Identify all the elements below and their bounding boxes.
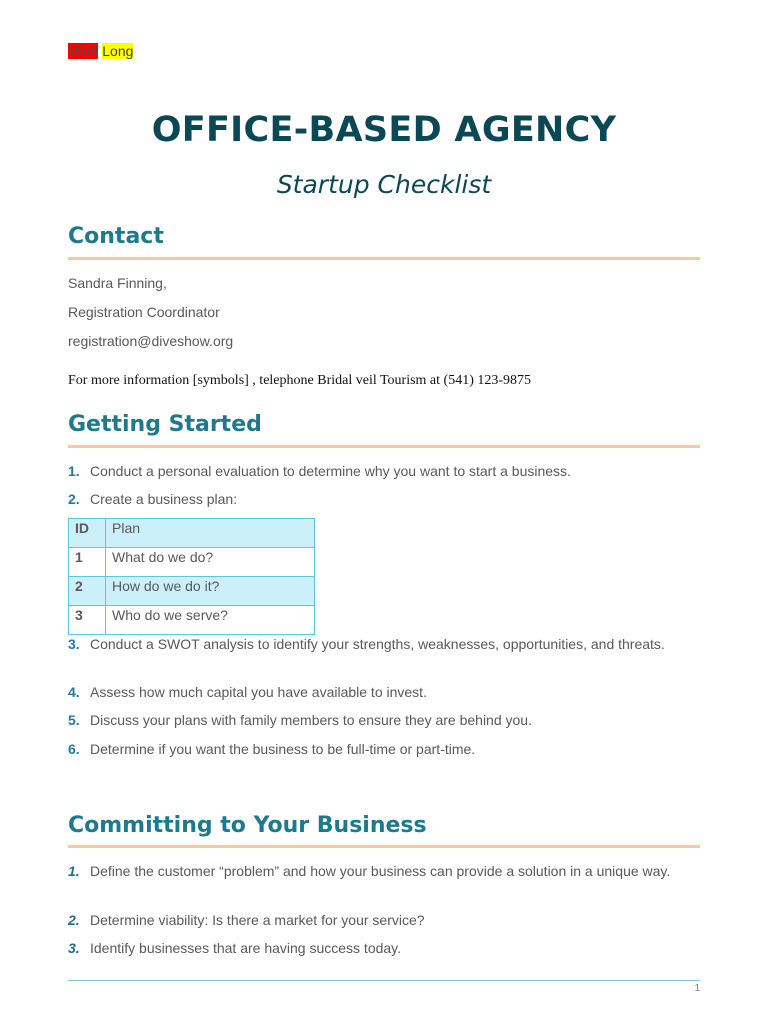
contact-email[interactable]: registration@diveshow.org — [68, 333, 234, 349]
table-header-id: ID — [69, 519, 106, 548]
document-subtitle: Startup Checklist — [276, 170, 492, 199]
list-item-text: Determine viability: Is there a market for your service? — [90, 912, 425, 928]
list-item — [68, 634, 700, 654]
table-cell-plan: Who do we serve? — [106, 606, 315, 635]
list-item-number: 4. — [68, 684, 80, 700]
table-row — [69, 548, 315, 577]
list-item-text: Define the customer “problem” and how your business can provide a solution in a unique way. — [90, 863, 671, 879]
document-title: OFFICE-BASED AGENCY — [151, 110, 617, 150]
author-last-name: Long — [102, 43, 134, 59]
contact-name: Sandra Finning, — [68, 275, 167, 291]
table-cell-id: 1 — [69, 548, 106, 577]
list-item — [68, 710, 700, 730]
contact-heading: Contact — [68, 224, 164, 249]
getting-started-heading: Getting Started — [68, 412, 262, 437]
table-header-plan: Plan — [106, 519, 315, 548]
list-item-number: 1. — [68, 863, 80, 879]
author-first-name: Minh — [68, 43, 99, 59]
list-item-number: 1. — [68, 463, 80, 479]
list-item-text: Create a business plan: — [90, 491, 238, 507]
footer-rule — [68, 980, 700, 981]
list-item-text: Discuss your plans with family members to ensure they are behind you. — [90, 712, 532, 728]
business-plan-table — [68, 518, 315, 635]
committing-heading: Committing to Your Business — [68, 813, 427, 838]
getting-started-rule — [68, 445, 700, 448]
table-cell-id: 3 — [69, 606, 106, 635]
list-item — [68, 489, 700, 509]
list-item-text: Conduct a SWOT analysis to identify your strengths, weaknesses, opportunities, and threats. — [90, 636, 665, 652]
list-item — [68, 682, 700, 702]
list-item-text: Identify businesses that are having success today. — [90, 940, 402, 956]
table-cell-id: 2 — [69, 577, 106, 606]
list-item-number: 3. — [68, 940, 80, 956]
table-header-row — [69, 519, 315, 548]
list-item — [68, 910, 700, 930]
table-row — [69, 606, 315, 635]
list-item — [68, 861, 700, 881]
list-item-number: 2. — [68, 912, 80, 928]
list-item — [68, 461, 700, 481]
list-item — [68, 739, 700, 759]
committing-rule — [68, 845, 700, 848]
table-cell-plan: What do we do? — [106, 548, 315, 577]
contact-info-line: For more information [symbols] , telephone Bridal veil Tourism at (541) 123-9875 — [68, 373, 532, 388]
list-item-number: 5. — [68, 712, 80, 728]
list-item-text: Determine if you want the business to be full-time or part-time. — [90, 741, 476, 757]
contact-role: Registration Coordinator — [68, 304, 220, 320]
list-item-number: 6. — [68, 741, 80, 757]
list-item-number: 2. — [68, 491, 80, 507]
list-item-text: Assess how much capital you have available to invest. — [90, 684, 427, 700]
page-number: 1 — [694, 983, 700, 994]
contact-rule — [68, 257, 700, 260]
list-item — [68, 938, 700, 958]
author-name — [68, 42, 133, 60]
list-item-number: 3. — [68, 636, 80, 652]
table-row — [69, 577, 315, 606]
list-item-text: Conduct a personal evaluation to determine why you want to start a business. — [90, 463, 571, 479]
table-cell-plan: How do we do it? — [106, 577, 315, 606]
